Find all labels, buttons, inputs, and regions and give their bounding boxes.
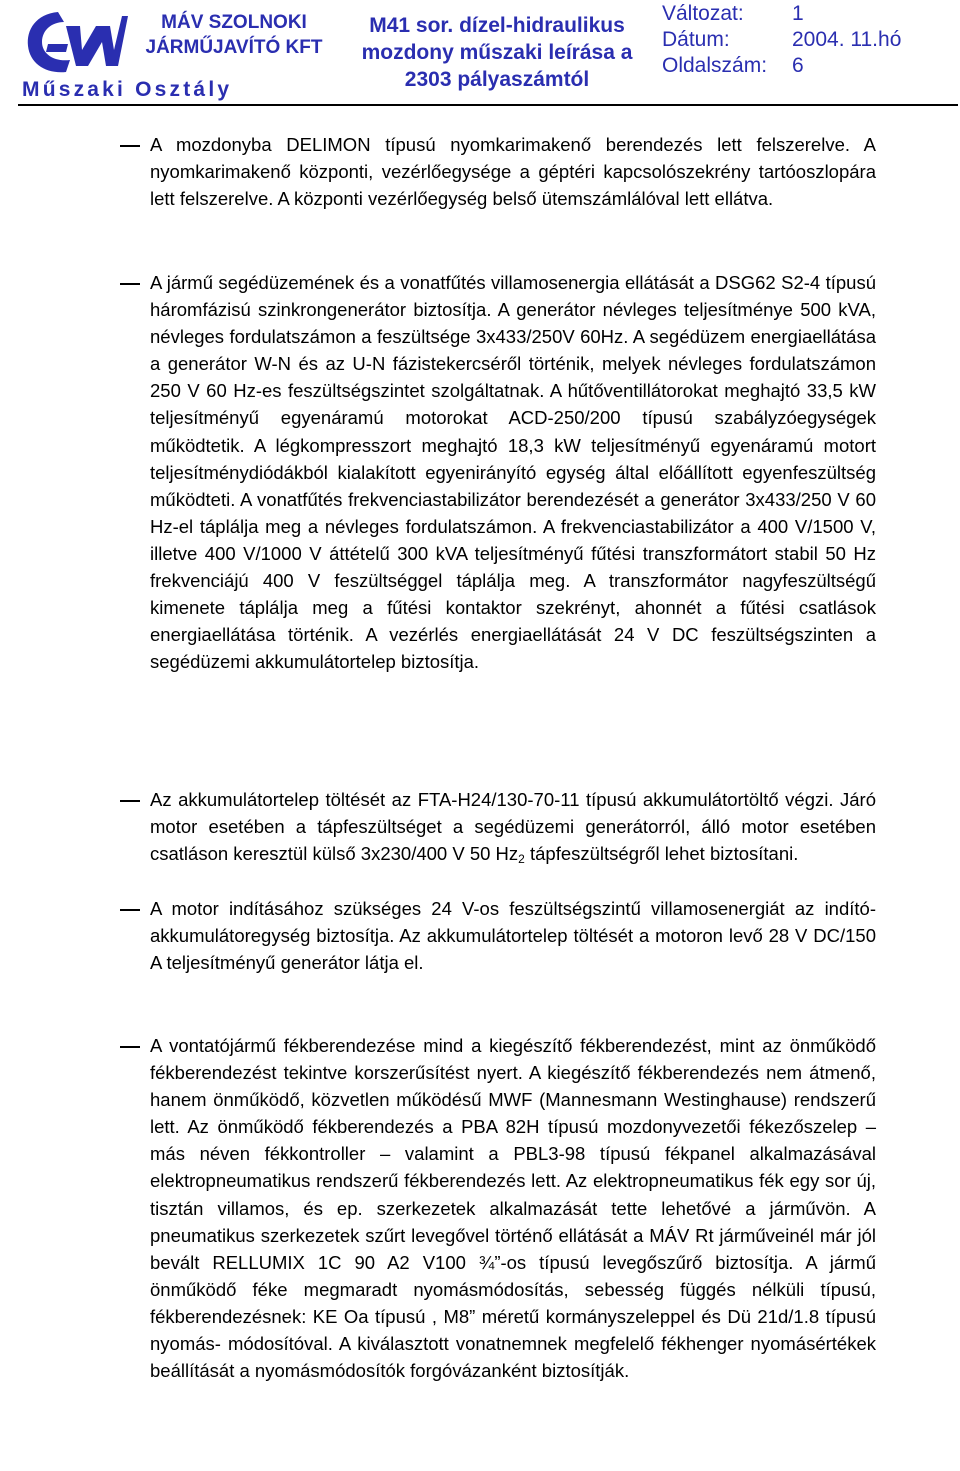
list-item: A mozdonyba DELIMON típusú nyomkarimakenő berendezés lett felszerelve. A nyomkarimakenő központi, vezérlőegysége a géptéri kapcsolószekrény tartóoszlopára lett felszerelve. A központi vezérlőegység belső ütemszámlálóval lett ellátva. (150, 134, 876, 210)
list-item: A vontatójármű fékberendezése mind a kiegészítő fékberendezést, mint az önműködő fékberendezést tekintve korszerűsítést nyert. A kiegészítő fékberendezés nem átmenő, hanem önműködő, közvetlen működésű MWF (Mannesmann Westinghause) rendszerű lett. Az önműködő fékberendezés a PBA 82H típusú mozdonyvezetői fékezőszelep – más néven fékkontroller – valamint a PBL3-98 típusú fékpanel alkalmazásával elektropneumatikus rendszerű fékberendezés lett. Az elektropneumatikus fék egy sor új, tisztán villamos, és ep. szerkezetek alkalmazását tette lehetővé a járművön. A pneumatikus szerkezetek szűrt levegővel történő ellátását a MÁV Rt járműveinél már jól bevált RELLUMIX 1C 90 A2 V100 ¾”-os típusú levegőszűrő biztosítja. A jármű önműködő féke megmaradt nyomásmódosítás, sebesség függés nélküli típusú, fékberendezésnek: KE Oa típusú , M8” méretű kormányszeleppel és Dü 21d/1.8 típusú nyomás- módosítóval. A kiválasztott vonatnemnek megfelelő fékhenger nyomásértékek beállítását a nyomásmódosítók forgóvázanként biztosítják. (150, 1035, 876, 1382)
company-name (140, 10, 328, 60)
bullet-dash-icon (120, 1046, 140, 1048)
document-title-line: M41 sor. dízel-hidraulikus (369, 14, 625, 37)
document-title (338, 12, 656, 93)
list-item: A motor indításához szükséges 24 V-os feszültségszintű villamosenergiát az indító-akkumulátoregység biztosítja. Az akkumulátortelep töltését a motoron levő 28 V DC/150 A teljesítményű generátor látja el. (150, 898, 876, 974)
page-number-label: Oldalszám: (662, 54, 768, 77)
version-label: Változat: (662, 2, 744, 25)
company-name-line: MÁV SZOLNOKI (161, 12, 307, 33)
list-item: Az akkumulátortelep töltését az FTA-H24/130-70-11 típusú akkumulátortöltő végzi. Járó motor esetében a tápfeszültséget a segédüzemi generátorról, álló motor esetében csatláson keresztül külső 3x230/400 V 50 $Hz_2$ tápfeszültségről lehet biztosítani. (150, 789, 876, 867)
company-name-line: JÁRMŰJAVÍTÓ KFT (145, 37, 323, 58)
document-title-line: mozdony műszaki leírása a (361, 41, 633, 64)
document-title-line: 2303 pályaszámtól (404, 68, 590, 91)
date-value: 2004. 11.hó (792, 28, 902, 51)
header-divider (18, 104, 958, 106)
department-name: Műszaki Osztály (22, 78, 233, 101)
bullet-dash-icon (120, 145, 140, 147)
page-header (0, 0, 960, 110)
bullet-dash-icon (120, 909, 140, 911)
bullet-dash-icon (120, 800, 140, 802)
date-label: Dátum: (662, 28, 730, 51)
bullet-dash-icon (120, 283, 140, 285)
company-logo-icon (22, 6, 130, 78)
version-value: 1 (792, 2, 804, 25)
list-item: A jármű segédüzemének és a vonatfűtés villamosenergia ellátását a DSG62 S2-4 típusú háromfázisú szinkrongenerátor biztosítja. A generátor névleges teljesítménye 500 kVA, névleges fordulatszámon a feszültsége 3x433/250V 60Hz. A segédüzem energiaellátása a generátor W-N és az U-N fázistekercséről történik, melyek névleges fordulatszámon 250 V 60 Hz-es feszültségszintet szolgáltatnak. A hűtőventillátorokat meghajtó 33,5 kW teljesítményű egyenáramú motorokat ACD-250/200 típusú szabályzóegységek működtetik. A légkompresszort meghajtó 18,3 kW teljesítményű egyenáramú motort teljesítménydiódákból kialakított egyenirányító egység által előállított egyenfeszültség működteti. A vonatfűtés frekvenciastabilizátor berendezését a generátor 3x433/250 V 60 Hz-el táplálja meg a névleges fordulatszámon. A frekvenciastabilizátor a 400 V/1500 V, illetve 400 V/1000 V áttételű 300 kVA teljesítményű fűtési transzformátort stabil 50 Hz frekvenciájú 400 V feszültséggel táplálja meg. A transzformátor nagyfeszültségű kimenete táplálja meg a fűtési kontaktor szekrényt, ahonnét a fűtési csatlások energiaellátása történik. A vezérlés energiaellátását 24 V DC feszültségszinten a segédüzemi akkumulátortelep biztosítja. (150, 272, 876, 673)
page-number-value: 6 (792, 54, 804, 77)
